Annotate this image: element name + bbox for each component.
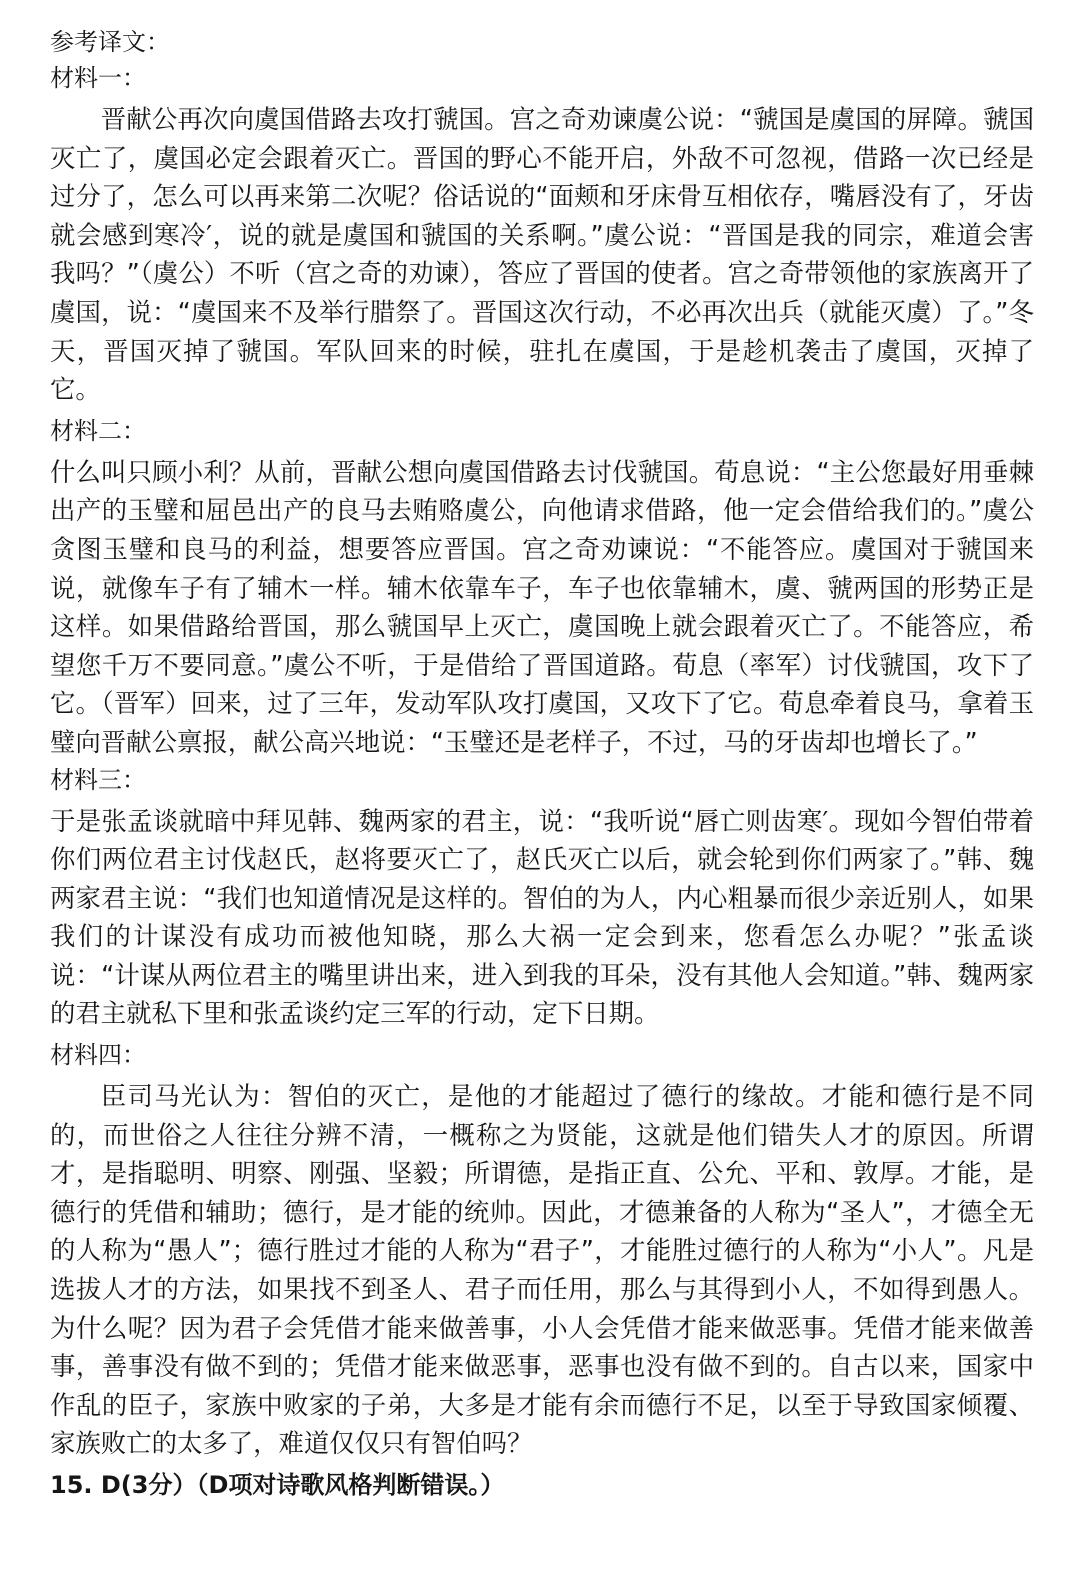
section-label-1: 材料一： [50, 64, 146, 92]
section-label-2: 材料二： [50, 416, 146, 445]
document-heading: 参考译文： [50, 28, 170, 56]
section-text-2: 什么叫只顾小利？从前，晋献公想向虞国借路去讨伐虢国。荀息说：“主公您最好用垂棘出产的玉璧和屈邑出产的良马去贿赂虞公，向他请求借路，他一定会借给我们的。”虞公贪图玉璧和良马的利益，想要答应晋国。宫之奇劝谏说：“不能答应。虞国对于虢国来说，就像车子有了辅木一样。辅木依靠车子，车子也依靠辅木，虞、虢两国的形势正是这样。如果借路给晋国，那么虢国早上灭亡，虞国晚上就会跟着灭亡了。不能答应，希望您千万不要同意。”虞公不听，于是借给了晋国道路。荀息（率军）讨伐虢国，攻下了它。（晋军）回来，过了三年，发动军队攻打虞国，又攻下了它。荀息牵着良马，拿着玉璧向晋献公禀报，献公高兴地说：“玉璧还是老样子，不过，马的牙齿却也增长了。” [50, 456, 1034, 757]
section-text-4: 臣司马光认为：智伯的灭亡，是他的才能超过了德行的缘故。才能和德行是不同的，而世俗之人往往分辨不清，一概称之为贤能，这就是他们错失人才的原因。所谓才，是指聪明、明察、刚强、坚毅；所谓德，是指正直、公允、平和、敦厚。才能，是德行的凭借和辅助；德行，是才能的统帅。因此，才德兼备的人称为“圣人”，才德全无的人称为“愚人”；德行胜过才能的人称为“君子”，才能胜过德行的人称为“小人”。凡是选拔人才的方法，如果找不到圣人、君子而任用，那么与其得到小人，不如得到愚人。为什么呢？因为君子会凭借才能来做善事，小人会凭借才能来做恶事。凭借才能来做善事，善事没有做不到的；凭借才能来做恶事，恶事也没有做不到的。自古以来，国家中作乱的臣子，家族中败家的子弟，大多是才能有余而德行不足，以至于导致国家倾覆、家族败亡的太多了，难道仅仅只有智伯吗？ [50, 1081, 1034, 1459]
section-text-3: 于是张孟谈就暗中拜见韩、魏两家的君主，说：“我听说“唇亡则齿寒′。现如今智伯带着你们两位君主讨伐赵氏，赵将要灭亡了，赵氏灭亡以后，就会轮到你们两家了。”韩、魏两家君主说：“我们也知道情况是这样的。智伯的为人，内心粗暴而很少亲近别人，如果我们的计谋没有成功而被他知晓，那么大祸一定会到来，您看怎么办呢？”张孟谈说：“计谋从两位君主的嘴里讲出来，进入到我的耳朵，没有其他人会知道。”韩、魏两家的君主就私下里和张孟谈约定三军的行动，定下日期。 [50, 805, 1034, 1029]
section-label-4: 材料四： [50, 1041, 146, 1070]
section-label-3: 材料三： [50, 765, 146, 794]
answer-line: 15. D(3分）（D项对诗歌风格判断错误。） [50, 1471, 505, 1499]
section-text-1: 晋献公再次向虞国借路去攻打虢国。宫之奇劝谏虞公说：“虢国是虞国的屏障。虢国灭亡了，虞国必定会跟着灭亡。晋国的野心不能开启，外敌不可忽视，借路一次已经是过分了，怎么可以再来第二次呢？俗话说的“面颊和牙床骨互相依存，嘴唇没有了，牙齿就会感到寒冷′，说的就是虞国和虢国的关系啊。”虞公说：“晋国是我的同宗，难道会害我吗？”（虞公）不听（宫之奇的劝谏），答应了晋国的使者。宫之奇带领他的家族离开了虞国，说：“虞国来不及举行腊祭了。晋国这次行动，不必再次出兵（就能灭虞）了。”冬天，晋国灭掉了虢国。军队回来的时候，驻扎在虞国，于是趁机袭击了虞国，灭掉了它。 [50, 104, 1034, 405]
